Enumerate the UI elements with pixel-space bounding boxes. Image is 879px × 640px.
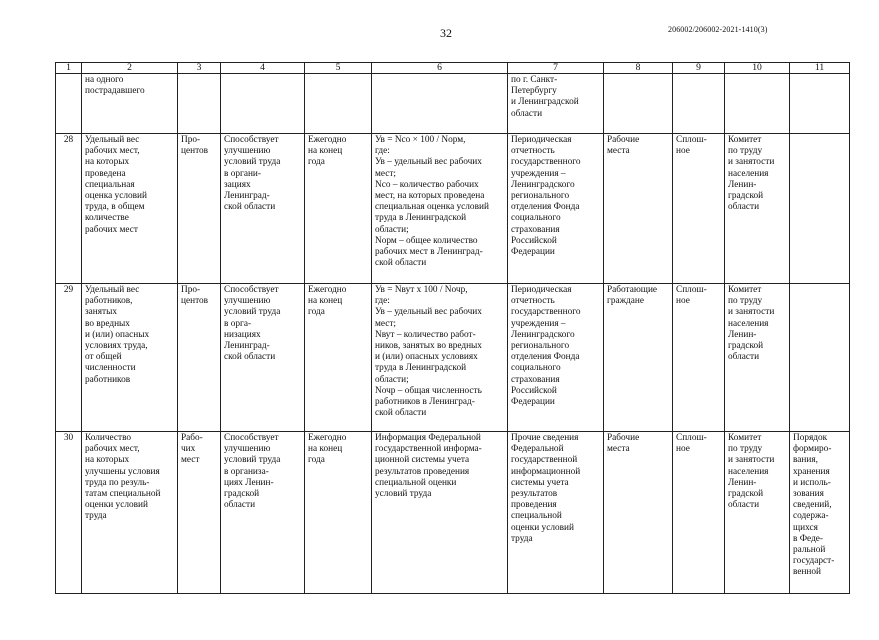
cell-text-line: труда в Ленинградской: [375, 213, 467, 224]
cell-text-line: Комитет: [728, 285, 762, 295]
cell-text-line: на конец: [308, 296, 343, 307]
cell-text-line: Ленинградского: [511, 179, 575, 190]
cell-text-line: Про-: [181, 285, 201, 295]
periodicity-cell: [305, 432, 372, 594]
calculation-method-cell: [372, 134, 508, 284]
cell-text-line: ное: [676, 146, 690, 157]
cell-text-line: и Ленинградской: [511, 97, 579, 108]
cell-text-line: в Феде-: [793, 533, 824, 544]
cell-text-line: Способствует: [224, 135, 279, 145]
cell-text-line: улучшению: [224, 296, 271, 307]
unit-cell: [178, 74, 221, 134]
column-header-7: 7: [508, 63, 604, 74]
responsible-body-cell: [725, 432, 790, 594]
cell-text-line: государственного: [511, 307, 581, 318]
column-header-8: 8: [604, 63, 673, 74]
cell-text-line: рабочих мест в Ленинград-: [375, 247, 483, 258]
cell-text-line: Комитет: [728, 135, 762, 145]
cell-text-line: условиях труда,: [85, 341, 148, 352]
cell-text-line: страхования: [511, 224, 560, 235]
cell-text-line: от общей: [85, 352, 122, 363]
cell-text-line: во вредных: [85, 318, 130, 329]
cell-text-line: специальной: [511, 511, 562, 522]
cell-text-line: регионального: [511, 341, 570, 352]
row-number-cell: [56, 432, 82, 594]
cell-text-line: отчетность: [511, 146, 555, 157]
cell-text-line: Ув – удельный вес рабочих: [375, 157, 482, 168]
purpose-cell: [221, 134, 305, 284]
column-header-9: 9: [673, 63, 725, 74]
cell-text-line: Удельный вес: [85, 285, 140, 295]
observation-unit-cell: [604, 432, 673, 594]
observation-unit-cell: [604, 134, 673, 284]
column-header-3: 3: [178, 63, 221, 74]
survey-type-cell: [673, 432, 725, 594]
cell-text-line: социального: [511, 363, 561, 374]
unit-cell: [178, 432, 221, 594]
cell-text-line: Российской: [511, 385, 557, 396]
cell-text-line: специальная: [85, 179, 135, 190]
cell-text-line: где:: [375, 296, 390, 307]
cell-text-line: ской области: [224, 352, 276, 363]
cell-text-line: хранения: [793, 466, 830, 477]
cell-text-line: труда по резуль-: [85, 477, 150, 488]
cell-text-line: количестве: [85, 213, 129, 224]
cell-text-line: условий труда: [224, 307, 281, 318]
cell-text-line: места: [607, 444, 630, 455]
calculation-method-cell: [372, 432, 508, 594]
cell-text-line: Удельный вес: [85, 135, 140, 145]
observation-unit-cell: [604, 74, 673, 134]
cell-text-line: Комитет: [728, 433, 762, 443]
cell-text-line: чих: [181, 444, 196, 455]
cell-text-line: труда, в общем: [85, 202, 145, 213]
cell-text-line: Рабочие: [607, 433, 640, 443]
cell-text-line: Информация Федеральной: [375, 433, 481, 443]
cell-text-line: области: [728, 500, 760, 511]
note-cell: [790, 284, 850, 432]
cell-text-line: содержа-: [793, 511, 829, 522]
cell-text-line: вания,: [793, 455, 818, 466]
indicator-name-cell: [82, 284, 178, 432]
cell-text-line: Способствует: [224, 285, 279, 295]
note-cell: [790, 432, 850, 594]
cell-text-line: Ежегодно: [308, 285, 347, 295]
indicators-table: [55, 62, 850, 594]
cell-text-line: специальной оценки: [375, 477, 457, 488]
purpose-cell: [221, 74, 305, 134]
page-number: 32: [440, 26, 452, 40]
table-row: [56, 74, 850, 134]
cell-text-line: зациях: [224, 179, 251, 190]
cell-text-line: оценки условий: [511, 522, 574, 533]
cell-text-line: в организа-: [224, 466, 269, 477]
table-row: [56, 134, 850, 284]
cell-text-line: области: [224, 500, 256, 511]
document-code: 206002/206002-2021-1410(3): [668, 25, 768, 34]
cell-text-line: Работающие: [607, 285, 658, 295]
cell-text-line: Петербургу: [511, 86, 557, 97]
survey-type-cell: [673, 134, 725, 284]
column-header-5: 5: [305, 63, 372, 74]
purpose-cell: [221, 284, 305, 432]
column-header-2: 2: [82, 63, 178, 74]
cell-text-line: Ленин-: [728, 477, 757, 488]
table-row: [56, 432, 850, 594]
cell-text-line: Рабочие: [607, 135, 640, 145]
cell-text-line: граждане: [607, 296, 644, 307]
cell-text-line: Ленин-: [728, 329, 757, 340]
cell-text-line: Сплош-: [676, 285, 707, 295]
cell-text-line: градской: [728, 191, 764, 202]
cell-text-line: социального: [511, 213, 561, 224]
unit-cell: [178, 134, 221, 284]
cell-text-line: зования: [793, 489, 824, 500]
cell-text-line: условий труда: [224, 157, 281, 168]
cell-text-line: мест, на которых проведена: [375, 191, 485, 202]
column-header-4: 4: [221, 63, 305, 74]
cell-text-line: Ежегодно: [308, 135, 347, 145]
cell-text-line: ников, занятых во вредных: [375, 341, 482, 352]
cell-text-line: татам специальной: [85, 489, 161, 500]
cell-text-line: проведена: [85, 168, 126, 179]
cell-text-line: рабочих мест: [85, 224, 138, 235]
cell-text-line: Способствует: [224, 433, 279, 443]
cell-text-line: формиро-: [793, 444, 832, 455]
cell-text-line: отчетность: [511, 296, 555, 307]
column-number-header-row: [56, 63, 850, 74]
data-source-cell: [508, 432, 604, 594]
periodicity-cell: [305, 134, 372, 284]
cell-text-line: учреждения –: [511, 168, 566, 179]
cell-text-line: на конец: [308, 146, 343, 157]
responsible-body-cell: [725, 134, 790, 284]
cell-text-line: сведений,: [793, 500, 832, 511]
cell-text-line: и занятости: [728, 157, 775, 168]
cell-text-line: по г. Санкт-: [511, 75, 558, 85]
cell-text-line: Ув – удельный вес рабочих: [375, 307, 482, 318]
cell-text-line: мест;: [375, 168, 397, 179]
cell-text-line: по труду: [728, 444, 763, 455]
cell-text-line: мест: [181, 455, 200, 466]
observation-unit-cell: [604, 284, 673, 432]
cell-text-line: работников: [85, 374, 131, 385]
cell-text-line: ральной: [793, 545, 826, 556]
cell-text-line: мест;: [375, 318, 397, 329]
cell-text-line: пострадавшего: [85, 86, 145, 97]
cell-text-line: градской: [224, 489, 260, 500]
cell-text-line: проведения: [511, 500, 557, 511]
cell-text-line: области: [728, 352, 760, 363]
cell-text-line: низациях: [224, 329, 261, 340]
cell-text-line: циях Ленин-: [224, 477, 274, 488]
cell-text-line: Федерации: [511, 247, 555, 258]
cell-text-line: улучшению: [224, 146, 271, 157]
cell-text-line: Nвут – количество работ-: [375, 329, 476, 340]
cell-text-line: 29: [63, 285, 74, 295]
column-header-10: 10: [725, 63, 790, 74]
cell-text-line: области;: [375, 224, 409, 235]
indicator-name-cell: [82, 432, 178, 594]
indicator-name-cell: [82, 74, 178, 134]
cell-text-line: и занятости: [728, 307, 775, 318]
cell-text-line: 30: [63, 433, 74, 443]
cell-text-line: Ув = Nвут х 100 / Nочр,: [375, 285, 468, 295]
row-number-cell: [56, 74, 82, 134]
cell-text-line: венной: [793, 567, 822, 578]
cell-text-line: результатов проведения: [375, 466, 470, 477]
cell-text-line: ской области: [224, 202, 276, 213]
table-row: [56, 284, 850, 432]
cell-text-line: улучшены условия: [85, 466, 160, 477]
cell-text-line: населения: [728, 168, 769, 179]
cell-text-line: Ленинградского: [511, 329, 575, 340]
cell-text-line: учреждения –: [511, 318, 566, 329]
cell-text-line: условий труда: [224, 455, 281, 466]
cell-text-line: ской области: [375, 408, 427, 419]
cell-text-line: результатов: [511, 489, 558, 500]
cell-text-line: Сплош-: [676, 135, 707, 145]
cell-text-line: численности: [85, 363, 136, 374]
cell-text-line: по труду: [728, 146, 763, 157]
data-source-cell: [508, 284, 604, 432]
cell-text-line: рабочих мест,: [85, 444, 140, 455]
cell-text-line: области;: [375, 374, 409, 385]
cell-text-line: работников,: [85, 296, 133, 307]
cell-text-line: Nорм – общее количество: [375, 235, 478, 246]
cell-text-line: года: [308, 307, 325, 318]
responsible-body-cell: [725, 284, 790, 432]
purpose-cell: [221, 432, 305, 594]
cell-text-line: населения: [728, 466, 769, 477]
cell-text-line: Российской: [511, 235, 557, 246]
cell-text-line: и (или) опасных условиях: [375, 352, 478, 363]
calculation-method-cell: [372, 74, 508, 134]
data-source-cell: [508, 134, 604, 284]
cell-text-line: улучшению: [224, 444, 271, 455]
cell-text-line: страхования: [511, 374, 560, 385]
cell-text-line: области: [511, 108, 543, 119]
data-source-cell: [508, 74, 604, 134]
cell-text-line: труда: [85, 511, 107, 522]
cell-text-line: Ленинград-: [224, 341, 270, 352]
cell-text-line: Сплош-: [676, 433, 707, 443]
responsible-body-cell: [725, 74, 790, 134]
cell-text-line: системы учета: [511, 477, 569, 488]
unit-cell: [178, 284, 221, 432]
cell-text-line: Ленин-: [728, 179, 757, 190]
cell-text-line: информационной: [511, 466, 581, 477]
cell-text-line: где:: [375, 146, 390, 157]
cell-text-line: регионального: [511, 191, 570, 202]
column-header-6: 6: [372, 63, 508, 74]
survey-type-cell: [673, 74, 725, 134]
cell-text-line: ное: [676, 296, 690, 307]
cell-text-line: 28: [63, 135, 74, 145]
cell-text-line: ской области: [375, 258, 427, 269]
cell-text-line: оценки условий: [85, 500, 148, 511]
cell-text-line: Федеральной: [511, 444, 564, 455]
cell-text-line: ное: [676, 444, 690, 455]
cell-text-line: года: [308, 157, 325, 168]
cell-text-line: Nсо – количество рабочих: [375, 179, 479, 190]
cell-text-line: и занятости: [728, 455, 775, 466]
cell-text-line: градской: [728, 341, 764, 352]
cell-text-line: Периодическая: [511, 135, 572, 145]
cell-text-line: центов: [181, 296, 209, 307]
cell-text-line: на одного: [85, 75, 124, 85]
cell-text-line: Периодическая: [511, 285, 572, 295]
cell-text-line: Про-: [181, 135, 201, 145]
cell-text-line: условий труда: [375, 489, 432, 500]
cell-text-line: рабочих мест,: [85, 146, 140, 157]
cell-text-line: на которых: [85, 455, 130, 466]
cell-text-line: Порядок: [793, 433, 828, 443]
cell-text-line: оценка условий: [85, 191, 147, 202]
calculation-method-cell: [372, 284, 508, 432]
cell-text-line: Федерации: [511, 397, 555, 408]
cell-text-line: специальная оценка условий: [375, 202, 489, 213]
cell-text-line: области: [728, 202, 760, 213]
cell-text-line: отделения Фонда: [511, 352, 580, 363]
cell-text-line: Nочр – общая численность: [375, 385, 482, 396]
cell-text-line: труда в Ленинградской: [375, 363, 467, 374]
cell-text-line: Ежегодно: [308, 433, 347, 443]
cell-text-line: работников в Ленинград-: [375, 397, 475, 408]
cell-text-line: Прочие сведения: [511, 433, 579, 443]
cell-text-line: ционной системы учета: [375, 455, 470, 466]
row-number-cell: [56, 134, 82, 284]
cell-text-line: Количество: [85, 433, 132, 443]
cell-text-line: по труду: [728, 296, 763, 307]
cell-text-line: населения: [728, 318, 769, 329]
cell-text-line: государственного: [511, 157, 581, 168]
cell-text-line: места: [607, 146, 630, 157]
cell-text-line: в органи-: [224, 168, 261, 179]
cell-text-line: на которых: [85, 157, 130, 168]
cell-text-line: центов: [181, 146, 209, 157]
cell-text-line: занятых: [85, 307, 118, 318]
indicator-name-cell: [82, 134, 178, 284]
periodicity-cell: [305, 74, 372, 134]
cell-text-line: на конец: [308, 444, 343, 455]
cell-text-line: в орга-: [224, 318, 252, 329]
cell-text-line: государственной: [511, 455, 578, 466]
cell-text-line: труда: [511, 533, 533, 544]
periodicity-cell: [305, 284, 372, 432]
note-cell: [790, 74, 850, 134]
column-header-1: 1: [56, 63, 82, 74]
column-header-11: 11: [790, 63, 850, 74]
cell-text-line: отделения Фонда: [511, 202, 580, 213]
note-cell: [790, 134, 850, 284]
cell-text-line: государст-: [793, 556, 835, 567]
row-number-cell: [56, 284, 82, 432]
cell-text-line: и исполь-: [793, 477, 831, 488]
cell-text-line: года: [308, 455, 325, 466]
cell-text-line: и (или) опасных: [85, 329, 150, 340]
cell-text-line: государственной информа-: [375, 444, 482, 455]
cell-text-line: Рабо-: [181, 433, 203, 443]
cell-text-line: градской: [728, 489, 764, 500]
cell-text-line: Ув = Nсо × 100 / Nорм,: [375, 135, 466, 145]
survey-type-cell: [673, 284, 725, 432]
cell-text-line: Ленинград-: [224, 191, 270, 202]
cell-text-line: щихся: [793, 522, 818, 533]
